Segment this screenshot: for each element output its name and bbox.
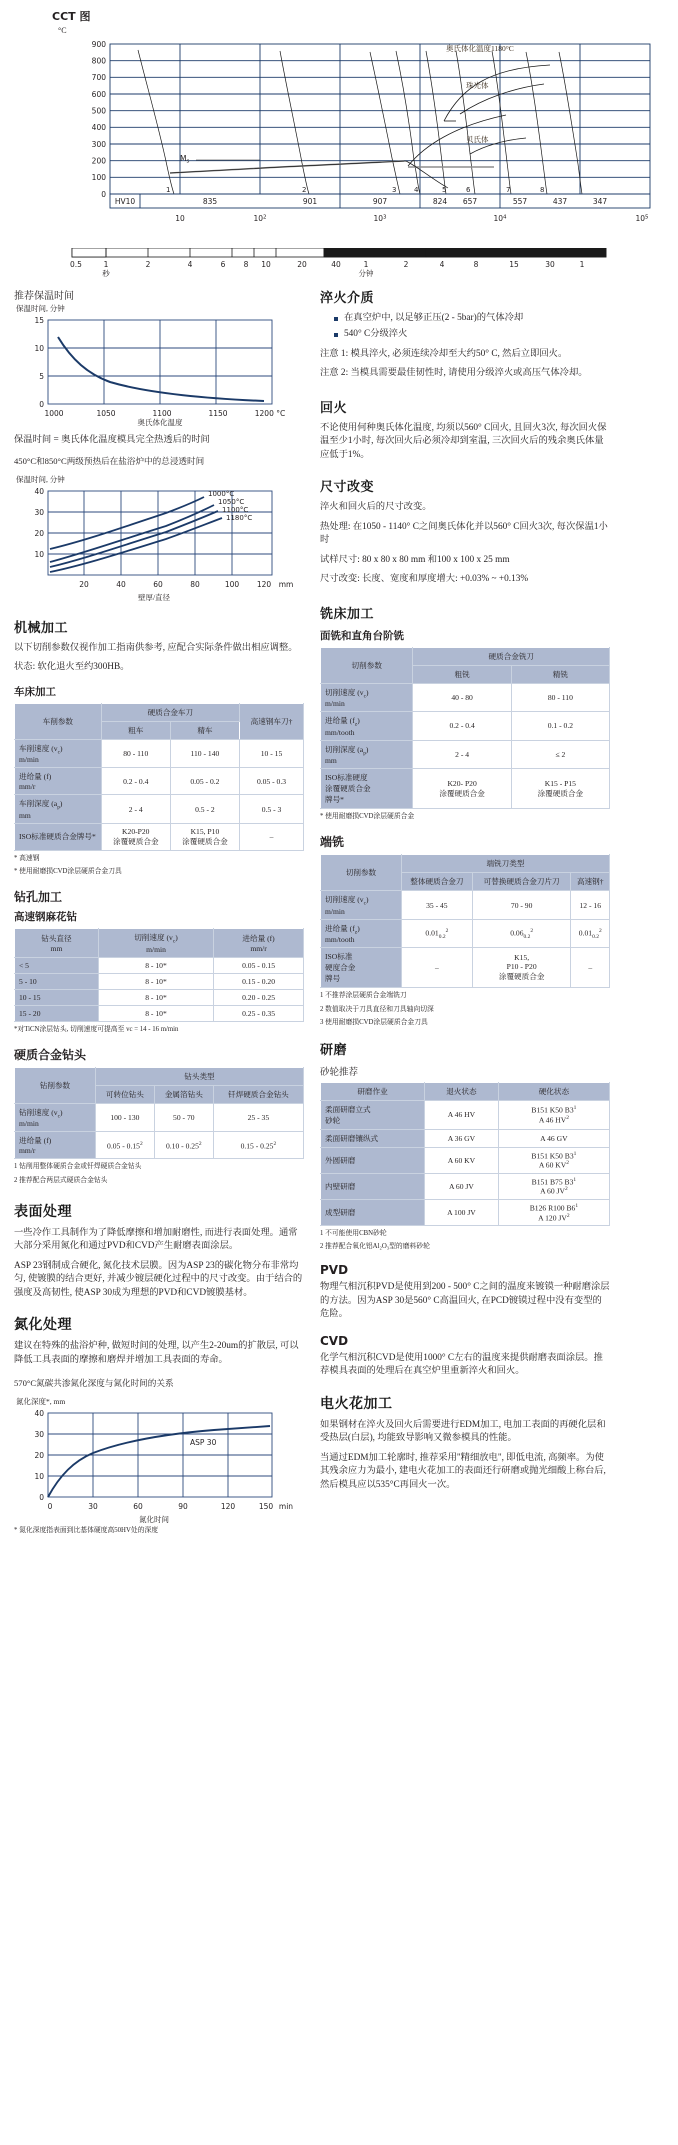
nitriding-chart — [14, 1409, 304, 1525]
turning-sub-rough: 粗车 — [101, 721, 170, 739]
nitriding-title: 氮化处理 — [14, 1317, 72, 1334]
cct-austenitising-label: 奥氏体化温度1180°C — [446, 44, 514, 53]
endmill-footnote-1: 1 不推荐涂层硬质合金端铣刀 — [320, 992, 407, 1000]
svg-text:835: 835 — [202, 197, 218, 206]
preheat-curve-1100 — [50, 511, 218, 567]
surface-p1: 一些冷作工具制作为了降低摩擦和增加耐磨性, 而进行表面处理。通常大部分采用氮化和通过PVD和CVD产生耐磨表面涂层。 — [14, 1227, 298, 1252]
svg-text:2: 2 — [302, 186, 307, 194]
svg-text:2: 2 — [145, 260, 151, 269]
table-row: 切削深度 $(a_p)$ mm 2 - 4 ≤ 2 — [321, 740, 610, 769]
nitriding-y-unit: 氮化深度*, mm — [16, 1396, 66, 1406]
svg-text:400: 400 — [91, 123, 106, 132]
preheat-curve-1180 — [50, 518, 222, 572]
table-row: 车削速度 $(v_c)$ m/min 80 - 110 110 - 140 10 - 15 — [15, 739, 304, 768]
svg-text:0: 0 — [39, 400, 44, 409]
cct-section — [14, 8, 664, 283]
edm-p1: 如果钢材在淬火及回火后需要进行EDM加工, 电加工表面的再硬化层和受热层(白层), 均能致导影响又微参模具的性能。 — [320, 1419, 606, 1444]
dimension-p1: 淬火和回火后的尺寸改变。 — [320, 502, 432, 513]
grinding-h0: 研磨作业 — [321, 1082, 425, 1100]
svg-text:20: 20 — [34, 1450, 44, 1460]
table-row: 车削深度 $(a_p)$ mm 2 - 4 0.5 - 2 0.5 - 3 — [15, 795, 304, 824]
preheat-curve-1050 — [50, 505, 214, 562]
grinding-h2: 硬化状态 — [498, 1082, 609, 1100]
milling-header-group: 硬质合金铣刀 — [413, 647, 610, 665]
table-row: 15 - 20 8 - 10* 0.25 - 0.35 — [15, 1005, 304, 1021]
cct-bainite-label: 贝氏体 — [466, 135, 489, 144]
table-row: 进给量 (f) mm/r 0.05 - 0.15$^2$ 0.10 - 0.25$^2$ 0.15 - 0.25$^2$ — [15, 1132, 304, 1159]
preheat-legend-1000: 1000°C — [208, 489, 235, 498]
svg-text:10: 10 — [34, 549, 44, 559]
svg-text:20: 20 — [34, 528, 44, 538]
svg-text:8: 8 — [473, 260, 479, 269]
dimension-p4: 尺寸改变: 长度、宽度和厚度增大: +0.03% ~ +0.13% — [320, 574, 529, 585]
grinding-subtitle: 砂轮推荐 — [320, 1067, 359, 1078]
svg-text:1050: 1050 — [96, 409, 116, 418]
svg-text:102: $10^2$ — [253, 214, 267, 223]
cd-footnote-1: 1 钻削用整体硬质合金或钎焊硬质合金钻头 — [14, 1163, 142, 1171]
quench-note-1: 注意 1: 模具淬火, 必须连续冷却至大约50° C, 然后立即回火。 — [320, 348, 568, 359]
svg-text:1: 1 — [363, 260, 369, 269]
svg-text:120: 120 — [256, 579, 272, 589]
svg-text:40: 40 — [34, 1408, 44, 1418]
preheat-x-label: 壁厚/直径 — [137, 592, 171, 602]
svg-text:901: 901 — [302, 197, 318, 206]
table-row: 10 - 15 8 - 10* 0.20 - 0.25 — [15, 989, 304, 1005]
nitriding-footnote: * 氮化深度指表面到比基体硬度高50HV处的深度 — [14, 1526, 159, 1534]
turning-header-hss: 高速钢车刀† — [240, 703, 304, 739]
table-row: 柔面研磨镶纵式 A 36 GV A 46 GV — [321, 1129, 610, 1147]
soaking-chart — [14, 316, 304, 426]
svg-text:8: 8 — [243, 260, 249, 269]
svg-text:437: 437 — [552, 197, 568, 206]
svg-text:800: 800 — [91, 56, 106, 66]
pvd-title: PVD — [320, 1263, 349, 1278]
svg-text:4: 4 — [414, 186, 419, 194]
right-column — [320, 287, 610, 1539]
svg-text:60: 60 — [153, 579, 163, 589]
quench-media-title: 淬火介质 — [320, 291, 375, 306]
svg-text:60: 60 — [133, 1501, 143, 1511]
endmill-table — [320, 854, 610, 988]
soaking-x-label: 奥氏体化温度 — [137, 418, 183, 426]
drilling-title: 钻孔加工 — [14, 890, 63, 905]
grinding-h1: 退火状态 — [425, 1082, 499, 1100]
endmill-header-param: 切削参数 — [321, 855, 402, 891]
preheat-title: 450°C和850°C两级预热后在盐浴炉中的总浸透时间 — [14, 456, 205, 467]
svg-text:0: 0 — [39, 1492, 44, 1502]
soaking-note: 保温时间 = 奥氏体化温度模具完全热透后的时间 — [14, 435, 210, 445]
table-row: 柔面研磨立式 砂轮 A 46 HV B151 K50 $B3^1$ A 46 $HV^2$ — [321, 1100, 610, 1129]
svg-text:30: 30 — [34, 1429, 44, 1439]
table-row: 钻削速度 $(v_c)$ m/min 100 - 130 50 - 70 25 - 35 — [15, 1103, 304, 1132]
quench-media-bullets — [320, 312, 610, 342]
cd-col-2: 钎焊硬质合金钻头 — [213, 1085, 303, 1103]
table-row: 5 - 10 8 - 10* 0.15 - 0.20 — [15, 973, 304, 989]
preheat-legend-1100: 1100°C — [222, 505, 249, 514]
preheat-y-unit: 保温时间, 分钟 — [16, 474, 65, 484]
surface-title: 表面处理 — [14, 1203, 72, 1220]
cd-footnote-2: 2 推荐配合两层式硬质合金钻头 — [14, 1176, 108, 1184]
turning-title: 车床加工 — [14, 686, 56, 698]
svg-text:min: min — [278, 1501, 294, 1511]
cct-hv-label: HV10 — [114, 197, 136, 206]
svg-text:20: 20 — [297, 260, 307, 269]
cct-pearlite-label: 珠光体 — [466, 81, 489, 90]
table-row: 进给量 (f) mm/r 0.2 - 0.4 0.05 - 0.2 0.05 - 0.3 — [15, 768, 304, 795]
cd-header-param: 钻削参数 — [15, 1067, 96, 1103]
turning-table — [14, 703, 304, 851]
svg-text:347: 347 — [592, 197, 608, 206]
grinding-title: 研磨 — [320, 1042, 348, 1058]
svg-text:105: $10^5$ — [635, 214, 649, 223]
endmill-footnote-3: 3 使用耐磨损CVD涂层硬质合金刀具 — [320, 1018, 428, 1026]
dimension-p3: 试样尺寸: 80 x 80 x 80 mm 和100 x 100 x 25 mm — [320, 554, 510, 565]
table-header-row — [15, 1067, 304, 1085]
nitriding-series-label: ASP 30 — [190, 1437, 217, 1447]
svg-text:200: 200 — [91, 156, 106, 166]
svg-text:1100: 1100 — [152, 409, 172, 418]
milling-title: 铣床加工 — [320, 606, 375, 622]
svg-text:104: $10^4$ — [493, 214, 507, 223]
svg-text:1: 1 — [166, 186, 171, 194]
svg-text:5: 5 — [442, 186, 447, 194]
cd-col-1: 金属箔钻头 — [154, 1085, 213, 1103]
preheat-chart — [14, 487, 304, 603]
milling-col-0: 粗铣 — [413, 665, 511, 683]
cct-y-unit: °C — [58, 26, 67, 35]
turning-footnote-1: * 高速钢 — [14, 854, 40, 862]
svg-text:1150: 1150 — [208, 409, 228, 418]
dimension-title: 尺寸改变 — [320, 480, 375, 496]
svg-text:15: 15 — [509, 260, 519, 269]
svg-text:557: 557 — [512, 197, 528, 206]
svg-text:7: 7 — [506, 186, 511, 194]
time-unit-min: 分钟 — [358, 269, 374, 278]
svg-text:4: 4 — [187, 260, 193, 269]
table-row: ISO标准硬度 涂覆硬质合金 牌号* K20- P20 涂覆硬质合金 K15 - P15 涂覆硬质合金 — [321, 769, 610, 809]
machining-title: 机械加工 — [14, 620, 69, 636]
table-row: 切削速度 $(v_c)$ m/min 35 - 45 70 - 90 12 - 16 — [321, 891, 610, 920]
time-unit-sec: 秒 — [102, 269, 110, 278]
cct-ms-label: $M_s$ — [180, 154, 190, 165]
grinding-table — [320, 1082, 610, 1226]
cvd-text: 化学气相沉积CVD是使用1000° C左右的温度来提供耐磨表面涂层。推荐模具表面的处理后在真空炉里重新淬火和回火。 — [320, 1352, 603, 1377]
svg-text:120: 120 — [220, 1501, 236, 1511]
svg-text:103: $10^3$ — [373, 214, 387, 223]
table-row: 外圆研磨 A 60 KV B151 K50 $B3^1$ A 60 $KV^2$ — [321, 1147, 610, 1173]
svg-text:2: 2 — [403, 260, 409, 269]
turning-header-param: 车削参数 — [15, 703, 102, 739]
svg-text:900: 900 — [91, 40, 106, 49]
svg-text:80: 80 — [190, 579, 200, 589]
svg-text:10: 10 — [261, 260, 271, 269]
svg-text:700: 700 — [91, 73, 106, 82]
nitriding-chart-title: 570°C氮碳共渗氮化深度与氮化时间的关系 — [14, 1378, 174, 1389]
soaking-curve — [58, 337, 264, 401]
svg-text:6: 6 — [220, 260, 226, 269]
grinding-footnote-1: 1 不可能使用CBN砂轮 — [320, 1230, 387, 1238]
svg-text:90: 90 — [178, 1501, 188, 1511]
carbide-drill-table — [14, 1067, 304, 1160]
endmill-col-2: 高速钢† — [571, 873, 610, 891]
edm-title: 电火花加工 — [320, 1395, 393, 1412]
svg-text:15: 15 — [34, 316, 44, 325]
preheat-legend-1180: 1180°C — [226, 513, 253, 522]
pvd-text: 物理气相沉积PVD是使用到200 - 500° C之间的温度来镀镆一种耐磨涂层的方法。因为ASP 30是560° C高温回火, 在PCD镀镆过程中没有变型的危险。 — [320, 1282, 610, 1320]
nitriding-x-label: 氮化时间 — [139, 1514, 169, 1524]
svg-text:40: 40 — [34, 486, 44, 496]
endmill-header-group: 端铣刀类型 — [401, 855, 609, 873]
svg-text:0: 0 — [101, 190, 106, 199]
table-row: 切削速度 $(v_c)$ m/min 40 - 80 80 - 110 — [321, 683, 610, 712]
nitriding-curve — [48, 1426, 270, 1497]
svg-text:1000: 1000 — [44, 409, 64, 418]
svg-text:40: 40 — [116, 579, 126, 589]
drilling-table — [14, 928, 304, 1022]
milling-subtitle: 面铣和直角台阶铣 — [320, 630, 404, 642]
list-item: 540° C分级淬火 — [334, 328, 610, 341]
table-header-row — [321, 647, 610, 665]
cct-chart — [14, 36, 664, 246]
machining-intro: 以下切削参数仅视作加工指南供参考, 应配合实际条件做出相应调整。 — [14, 642, 298, 653]
preheat-legend-1050: 1050°C — [218, 497, 245, 506]
svg-text:0.5: 0.5 — [70, 260, 82, 269]
table-row: < 5 8 - 10* 0.05 - 0.15 — [15, 957, 304, 973]
tempering-title: 回火 — [320, 400, 348, 416]
svg-text:824: 824 — [432, 197, 448, 206]
milling-table — [320, 647, 610, 810]
milling-header-param: 切削参数 — [321, 647, 413, 683]
table-header-row — [15, 703, 304, 721]
table-row: ISO标准 硬度合金 牌号 – K15, P10 - P20 涂覆硬质合金 – — [321, 948, 610, 988]
endmill-col-1: 可替换硬质合金刀片刀 — [472, 873, 571, 891]
svg-text:6: 6 — [466, 186, 471, 194]
table-row: 成型研磨 A 100 JV B126 R100 $B6^1$ A 120 $JV^2$ — [321, 1200, 610, 1226]
svg-text:100: 100 — [91, 173, 106, 182]
svg-text:600: 600 — [91, 89, 106, 99]
table-row: 进给量 $(f_z)$ mm/tooth $0.01_{0.2}^2$ $0.06_{0.2}^2$ $0.01_{0.2}^2$ — [321, 919, 610, 948]
soaking-title: 推荐保温时间 — [14, 291, 74, 302]
svg-text:10: 10 — [34, 1471, 44, 1481]
cd-col-0: 可转位钻头 — [95, 1085, 154, 1103]
turning-header-carbide: 硬质合金车刀 — [101, 703, 239, 721]
svg-text:1: 1 — [579, 260, 585, 269]
milling-col-1: 精铣 — [511, 665, 609, 683]
carbide-drill-title: 硬质合金钻头 — [14, 1047, 87, 1062]
tempering-text: 不论使用何种奥氏体化温度, 均须以560° C回火, 且回火3次, 每次回火保温至少1小时, 每次回火后必须冷却到室温, 三次回火后的残余奥氏体量应低于1%。 — [320, 422, 607, 460]
svg-text:5: 5 — [39, 372, 44, 381]
preheat-curve-1000 — [50, 497, 204, 549]
svg-text:40: 40 — [331, 260, 341, 269]
nitriding-p1: 建议在特殊的盐浴炉种, 做短时间的处理, 以产生2-20um的扩散层, 可以降低工具表面的摩擦和磨焊并增加工具表面的寿命。 — [14, 1341, 299, 1365]
svg-text:10: 10 — [34, 344, 44, 353]
dimension-p2: 热处理: 在1050 - 1140° C之间奥氏体化并以560° C回火3次, 每次保温1小时 — [320, 521, 608, 546]
edm-p2: 当通过EDM加工轮廓时, 推荐采用"精细放电", 即低电流, 高频率。为使其残余应力为最小, 建电火花加工的表面还行研磨或抛光细酸上称台后, 然后模具应以535°C再回火一次。 — [320, 1452, 606, 1490]
table-row: 进给量 $(f_z)$ mm/tooth 0.2 - 0.4 0.1 - 0.2 — [321, 712, 610, 741]
svg-text:500: 500 — [91, 106, 106, 116]
table-row: ISO标准硬质合金牌号* K20-P20 涂覆硬质合金 K15, P10 涂覆硬质合金 – — [15, 823, 304, 850]
svg-text:1200 °C: 1200 °C — [254, 409, 286, 418]
time-scale-bar — [14, 248, 664, 283]
svg-text:100: 100 — [224, 579, 240, 589]
svg-text:4: 4 — [439, 260, 445, 269]
cct-title: CCT 图 — [52, 10, 91, 23]
svg-text:30: 30 — [34, 507, 44, 517]
grinding-footnote-2: 2 推荐配合氧化铝Al₂O₃型的磨料砂轮 — [320, 1243, 430, 1251]
milling-footnote: * 使用耐磨损CVD涂层硬质合金 — [320, 813, 415, 821]
svg-text:907: 907 — [372, 197, 388, 206]
svg-text:8: 8 — [540, 186, 545, 194]
quench-note-2: 注意 2: 当模具需要最佳韧性时, 请使用分级淬火或高压气体冷却。 — [320, 368, 588, 379]
machining-state: 状态: 软化退火至约300HB。 — [14, 662, 130, 673]
svg-text:3: 3 — [392, 186, 397, 194]
table-header-row — [321, 855, 610, 873]
table-row: 内壁研磨 A 60 JV B151 B75 $B3^1$ A 60 $JV^2$ — [321, 1173, 610, 1199]
list-item: 在真空炉中, 以足够正压(2 - 5bar)的气体冷却 — [334, 312, 610, 325]
left-column — [14, 287, 304, 1539]
table-header-row: 钻头直径 mm 切削速度 $(v_c)$ m/min 进给量 (f) mm/r — [15, 929, 304, 958]
svg-text:0: 0 — [47, 1501, 53, 1511]
svg-text:150: 150 — [258, 1501, 274, 1511]
cd-header-group: 钻头类型 — [95, 1067, 303, 1085]
turning-sub-fine: 精车 — [170, 721, 239, 739]
svg-text:30: 30 — [88, 1501, 98, 1511]
endmill-title: 端铣 — [320, 835, 345, 850]
surface-p2: ASP 23钢制成合硬化, 氮化技术层膜。因为ASP 23的碳化物分布非常均匀, 使镀膜的结合更好, 并减少镀层硬化过程中的尺寸改变。由于结合的强度及高韧性, 使ASP 30成为理想的PVD和CVD镀膜基材。 — [14, 1260, 303, 1298]
svg-text:300: 300 — [91, 139, 106, 149]
svg-text:30: 30 — [545, 260, 555, 269]
endmill-footnote-2: 2 数值取决于刀具直径和刀具轴向切深 — [320, 1005, 434, 1013]
drilling-subtitle: 高速钢麻花钻 — [14, 912, 77, 924]
svg-text:mm: mm — [278, 579, 294, 589]
turning-footnote-2: * 使用耐磨损CVD涂层硬质合金刀具 — [14, 868, 122, 876]
table-header-row — [321, 1082, 610, 1100]
drilling-footnote: *对TiCN涂层钻头, 切削速度可提高至 vc = 14 - 16 m/min — [14, 1025, 179, 1033]
endmill-col-0: 整体硬质合金刀 — [401, 873, 472, 891]
svg-text:1: 1 — [103, 260, 109, 269]
svg-text:20: 20 — [79, 579, 89, 589]
cvd-title: CVD — [320, 1333, 349, 1348]
soaking-y-unit: 保温时间, 分钟 — [16, 304, 65, 313]
svg-text:657: 657 — [462, 197, 478, 206]
svg-text:10: 10 — [175, 214, 185, 223]
